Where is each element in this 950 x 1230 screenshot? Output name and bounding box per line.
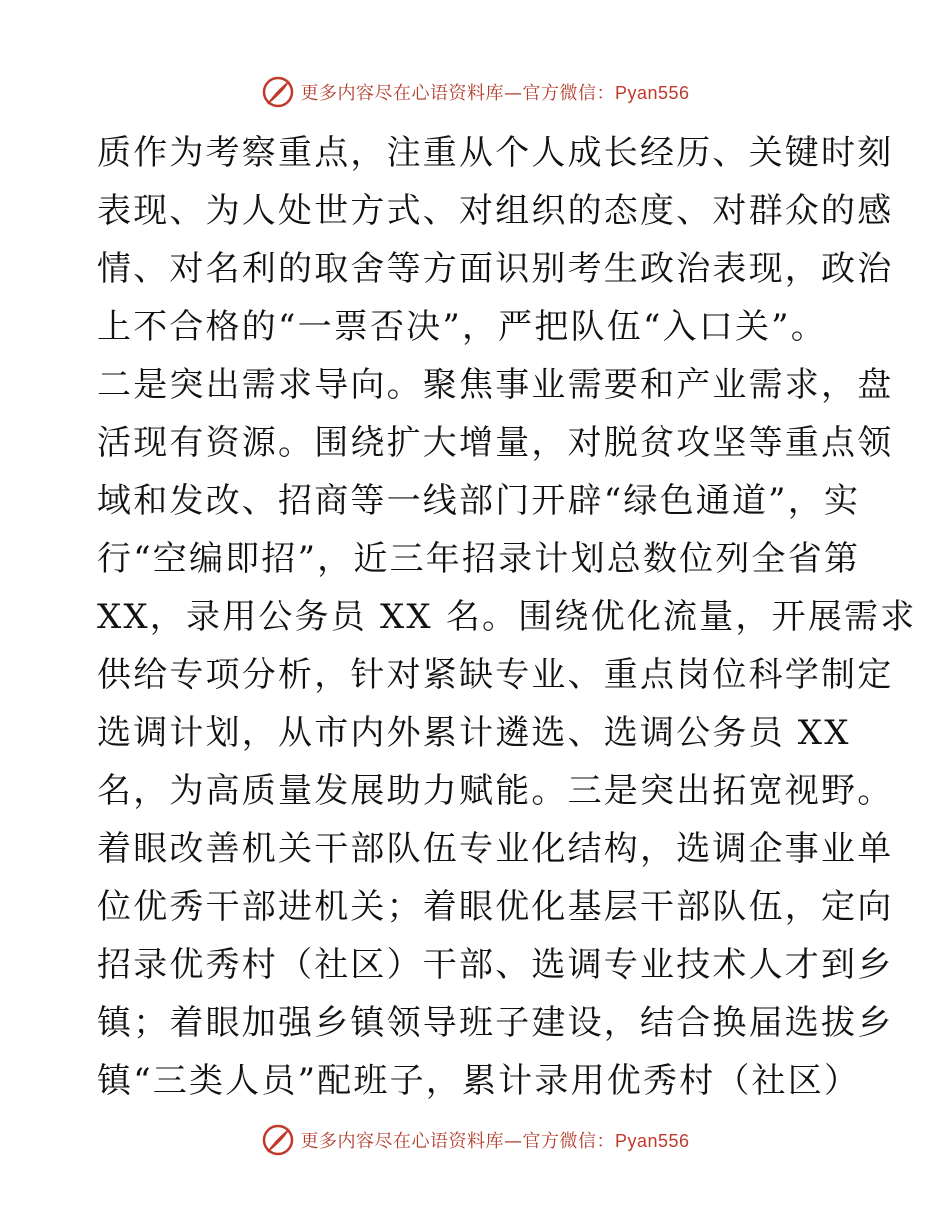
text-line: 供给专项分析，针对紧缺专业、重点岗位科学制定 bbox=[97, 655, 894, 695]
text-line: 域和发改、招商等一线部门开辟“绿色通道”，实 bbox=[97, 481, 861, 521]
text-line: 着眼改善机关干部队伍专业化结构，选调企事业单 bbox=[97, 829, 894, 869]
header-watermark bbox=[0, 72, 950, 112]
text-line: 名，为高质量发展助力赋能。三是突出拓宽视野。 bbox=[97, 771, 894, 811]
document-body bbox=[97, 124, 917, 1110]
text-line: XX，录用公务员 XX 名。围绕优化流量，开展需求 bbox=[97, 597, 917, 637]
text-line: 质作为考察重点，注重从个人成长经历、关键时刻 bbox=[97, 133, 894, 173]
watermark-text: 更多内容尽在心语资料库—官方微信：Pyan556 bbox=[300, 83, 690, 104]
text-line: 情、对名利的取舍等方面识别考生政治表现，政治 bbox=[97, 249, 894, 289]
text-line: 招录优秀村（社区）干部、选调专业技术人才到乡 bbox=[97, 945, 894, 985]
text-line: 位优秀干部进机关；着眼优化基层干部队伍，定向 bbox=[97, 887, 894, 927]
quill-logo-icon bbox=[260, 74, 296, 110]
text-line: 上不合格的“一票否决”，严把队伍“入口关”。 bbox=[97, 307, 827, 347]
text-line: 二是突出需求导向。聚焦事业需要和产业需求，盘 bbox=[97, 365, 894, 405]
text-line: 镇“三类人员”配班子，累计录用优秀村（社区） bbox=[97, 1061, 861, 1101]
watermark-text: 更多内容尽在心语资料库—官方微信：Pyan556 bbox=[300, 1131, 690, 1152]
quill-logo-icon bbox=[260, 1122, 296, 1158]
text-line: 选调计划，从市内外累计遴选、选调公务员 XX bbox=[97, 713, 851, 753]
text-line: 行“空编即招”，近三年招录计划总数位列全省第 bbox=[97, 539, 861, 579]
footer-watermark bbox=[0, 1120, 950, 1160]
text-line: 活现有资源。围绕扩大增量，对脱贫攻坚等重点领 bbox=[97, 423, 894, 463]
text-line: 表现、为人处世方式、对组织的态度、对群众的感 bbox=[97, 191, 894, 231]
text-line: 镇；着眼加强乡镇领导班子建设，结合换届选拔乡 bbox=[97, 1003, 894, 1043]
